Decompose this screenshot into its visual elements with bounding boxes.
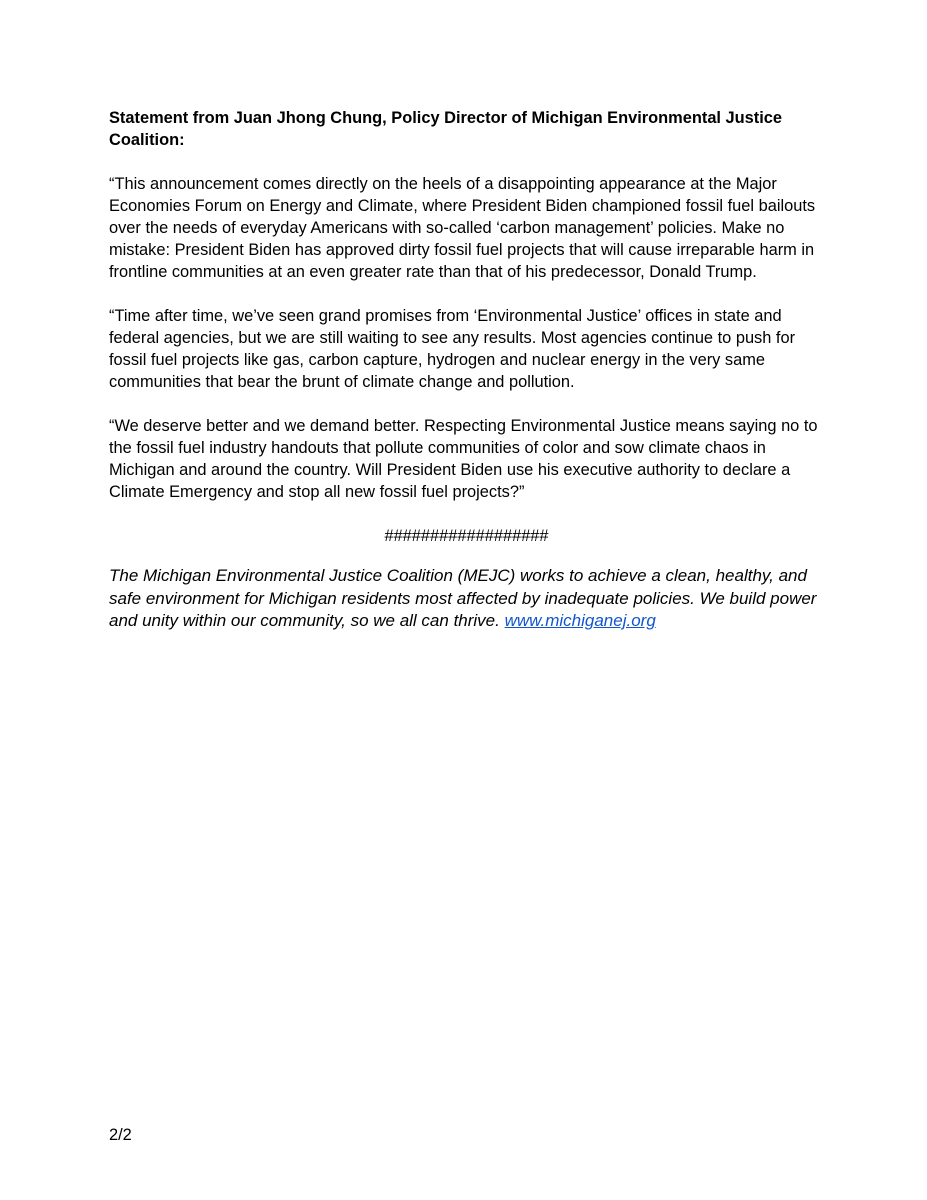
about-text: The Michigan Environmental Justice Coalition (MEJC) works to achieve a clean, healthy, and safe environment for Michigan residents most affected by inadequate policies. We build power and unity within our community, so we all can thrive. [109,566,817,630]
end-separator: ################## [384,527,549,545]
about-mejc [109,565,824,633]
statement-heading: Statement from Juan Jhong Chung, Policy Director of Michigan Environmental Justice Coalition: [109,109,783,149]
paragraph-promises: “Time after time, we’ve seen grand promises from ‘Environmental Justice’ offices in state and federal agencies, but we are still waiting to see any results. Most agencies continue to push for fossil fuel projects like gas, carbon capture, hydrogen and nuclear energy in the very same communities that bear the brunt of climate change and pollution. [109,307,796,391]
paragraph-demand: “We deserve better and we demand better. Respecting Environmental Justice means saying no to the fossil fuel industry handouts that pollute communities of color and sow climate chaos in Michigan and around the country. Will President Biden use his executive authority to declare a Climate Emergency and stop all new fossil fuel projects?” [109,417,818,501]
website-link[interactable]: www.michiganej.org [504,611,656,630]
page-number: 2/2 [109,1126,132,1144]
document-body [109,107,824,633]
paragraph-announcement: “This announcement comes directly on the heels of a disappointing appearance at the Major Economies Forum on Energy and Climate, where President Biden championed fossil fuel bailouts over the needs of everyday Americans with so-called ‘carbon management’ policies. Make no mistake: President Biden has approved dirty fossil fuel projects that will cause irreparable harm in frontline communities at an even greater rate than that of his predecessor, Donald Trump. [109,175,816,281]
